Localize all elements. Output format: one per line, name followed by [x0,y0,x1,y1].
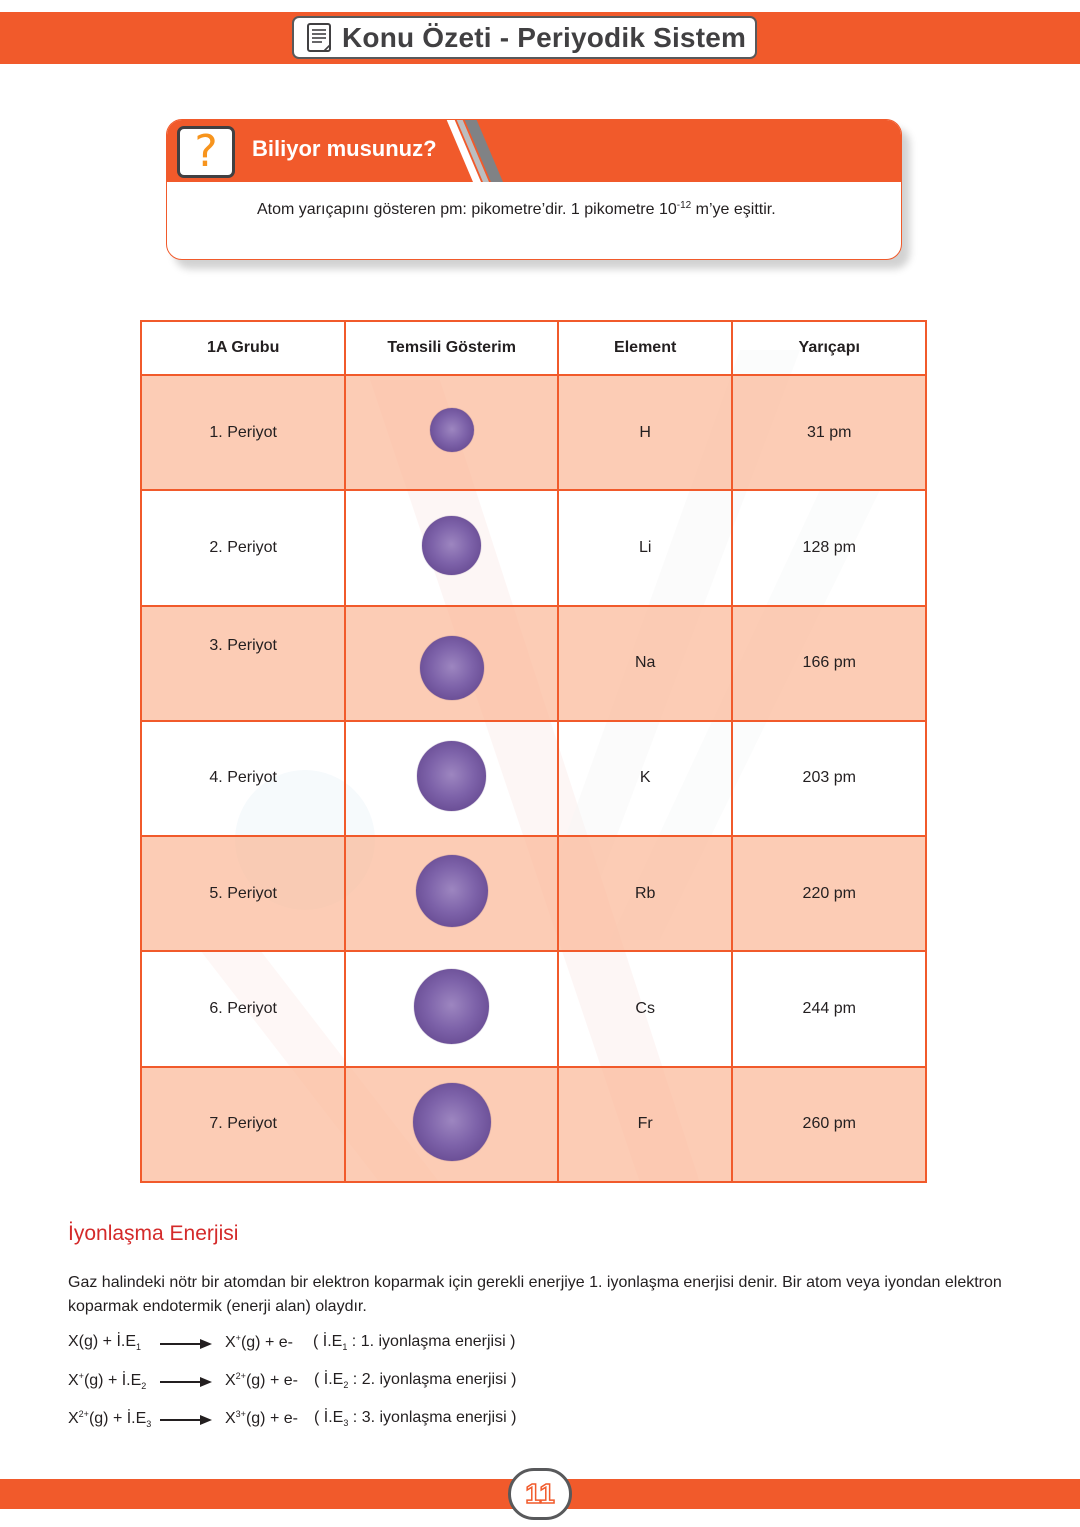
table-row [141,951,926,1066]
reaction-arrow-icon [160,1413,212,1427]
atom-sphere [422,516,480,574]
table-row [141,490,926,605]
atom-sphere [417,741,487,811]
atom-cell [345,951,557,1066]
atom-cell [345,1067,557,1182]
col-header-element: Element [558,321,733,375]
radius-cell: 31 pm [732,375,926,490]
col-header-group: 1A Grubu [141,321,345,375]
radius-cell: 244 pm [732,951,926,1066]
table-row [141,375,926,490]
table-row [141,836,926,951]
table-row [141,606,926,721]
equation-rhs: $X^{2+}(g) + e-$ [225,1371,298,1389]
radius-cell: 260 pm [732,1067,926,1182]
element-cell: Cs [558,951,733,1066]
element-cell: K [558,721,733,836]
equation-rhs: $X^{3+}(g) + e-$ [225,1409,298,1427]
reaction-arrow-icon [160,1375,212,1389]
atom-sphere [430,408,474,452]
period-cell: 2. Periyot [141,490,345,605]
atom-sphere [414,969,490,1045]
element-cell: Li [558,490,733,605]
equation-note: ( $İ.E_3$ : 3. iyonlaşma enerjisi ) [314,1409,517,1428]
table-row [141,721,926,836]
page-title: Konu Özeti - Periyodik Sistem [342,21,747,53]
radius-cell: 220 pm [732,836,926,951]
atom-sphere [420,636,484,700]
atom-cell [345,606,557,721]
period-cell: 7. Periyot [141,1067,345,1182]
question-mark-icon: ? [177,126,235,178]
atom-sphere [413,1083,491,1161]
element-cell: Rb [558,836,733,951]
title-box [292,16,757,59]
info-box-title: Biliyor musunuz? [252,136,437,161]
atom-cell [345,375,557,490]
atom-cell [345,490,557,605]
page-number: 11 [525,1478,555,1509]
equation-rhs: X+(g) + e- [225,1333,293,1351]
col-header-representation: Temsili Gösterim [345,321,557,375]
equation-note: ( $İ.E_2$ : 2. iyonlaşma enerjisi ) [314,1371,517,1390]
atom-cell [345,721,557,836]
periods-table [140,320,927,1183]
section-paragraph: Gaz halindeki nötr bir atomdan bir elektron koparmak için gerekli enerjiye 1. iyonlaşma enerjisi denir. Bir atom veya iyondan elektron koparmak endotermik (enerji alan) olaydır. [68,1274,1002,1315]
col-header-radius: Yarıçapı [732,321,926,375]
section-title: İyonlaşma Enerjisi [68,1222,239,1245]
atom-cell [345,836,557,951]
decorative-stripes [445,119,515,186]
table-header-row [141,321,926,375]
period-cell: 6. Periyot [141,951,345,1066]
radius-cell: 166 pm [732,606,926,721]
equation-lhs: $X^{2+}(g)$ + $İ.E_3$ [68,1409,152,1429]
radius-cell: 203 pm [732,721,926,836]
periods-table-container [140,320,927,1183]
element-cell: Na [558,606,733,721]
equation-lhs: $X(g) + İ.E_1$ [68,1333,142,1352]
element-cell: Fr [558,1067,733,1182]
document-list-icon [306,22,334,54]
period-cell: 1. Periyot [141,375,345,490]
period-cell: 5. Periyot [141,836,345,951]
element-cell: H [558,375,733,490]
period-cell: 3. Periyot [141,606,345,721]
atom-sphere [416,855,488,927]
equation-note: ( $İ.E_1$ : 1. iyonlaşma enerjisi ) [313,1333,516,1352]
period-cell: 4. Periyot [141,721,345,836]
info-box [166,119,902,260]
equation-lhs: $X^+(g) + İ.E_2$ [68,1371,147,1391]
info-box-text: Atom yarıçapını gösteren pm: pikometre’dir. 1 pikometre $10^{-12}$ m’ye eşittir. [257,200,776,218]
radius-cell: 128 pm [732,490,926,605]
page-number-badge [508,1468,572,1520]
table-row [141,1067,926,1182]
reaction-arrow-icon [160,1337,212,1351]
